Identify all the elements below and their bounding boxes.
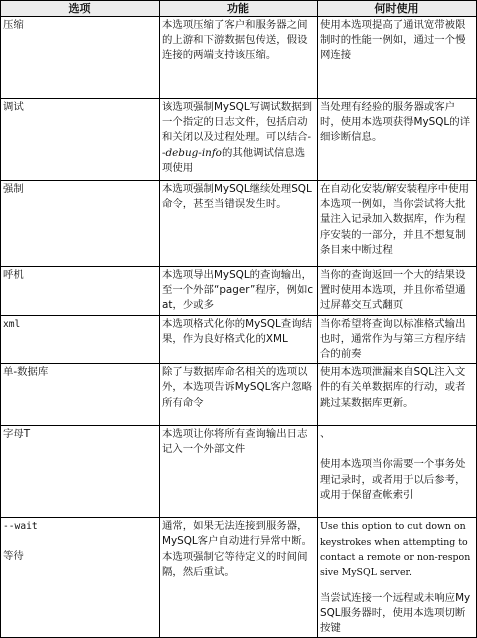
table-row [1, 99, 477, 181]
when-cell: 在自动化安装/解安装程序中使用本选项一例如，当你尝试将大批量注入记录加入数据库，作为程序安装的一部分，并且不想复制条目来中断过程 [318, 181, 477, 267]
function-text: 该选项强制MySQL写调试数据到一个指定的日志文件，包括启动和关闭以及过程处理。可以结合 [162, 101, 312, 144]
when-cell: 使用本选项提高了通讯宽带被限制时的性能一例如，通过一个慢网连接 [318, 17, 477, 99]
table-row [1, 364, 477, 426]
option-cell: 字母T [1, 426, 160, 518]
header-when: 何时使用 [318, 1, 477, 17]
when-cell: 当你希望将查询以标准格式输出也时，通常作为与第三方程序结合的前奏 [318, 315, 477, 364]
when-text-english: Use this option to cut down on keystrokes when attempting to contact a remote or non-responsive MySQL server. [320, 521, 471, 579]
function-cell: 本选项压缩了客户和服务器之间的上游和下游数据包传送，假设连接的两端支持该压缩。 [160, 17, 318, 99]
function-cell: 除了与数据库命名相关的选项以外，本选项告诉MySQL客户忽略所有命令 [160, 364, 318, 426]
option-cell: 呼机 [1, 267, 160, 316]
function-cell: 本选项强制MySQL继续处理SQL命令，甚至当错误发生时。 [160, 181, 318, 267]
table-row [1, 181, 477, 267]
header-function: 功能 [160, 1, 318, 17]
table-row [1, 315, 477, 364]
function-cell: 本选项让你将所有查询输出日志记入一个外部文件 [160, 426, 318, 518]
option-cell: 单-数据库 [1, 364, 160, 426]
header-option: 选项 [1, 1, 160, 17]
when-cell: 当你的查询返回一个大的结果设置时使用本选项，并且你希望通过屏幕交互式翻页 [318, 267, 477, 316]
function-cell: 本选项格式化你的MySQL查询结果，作为良好格式化的XML [160, 315, 318, 364]
when-cell: 当处理有经验的服务器或客户时，使用本选项获得MySQL的详细诊断信息。 [318, 99, 477, 181]
table-row [1, 17, 477, 99]
paragraph-gap [320, 442, 473, 457]
option-flag: --wait [3, 521, 38, 533]
table-header-row [1, 1, 477, 17]
function-cell: 本选项导出MySQL的查询输出，至一个外部“pager”程序，例如cat，少或多 [160, 267, 318, 316]
debug-info-code: --debug-info [162, 131, 311, 159]
function-cell: 通常，如果无法连接到服务器，MySQL客户自动进行异常中断。本选项强制它等待定义的时间间隔，然后重试。 [160, 518, 318, 638]
option-label: 等待 [3, 550, 24, 563]
paragraph-gap [320, 581, 473, 591]
option-cell: xml [1, 315, 160, 364]
when-text-chinese: 当尝试连接一个远程或未响应MySQL服务器时，使用本选项切断按键 [320, 591, 471, 635]
option-cell [1, 518, 160, 638]
option-cell: 强制 [1, 181, 160, 267]
option-cell: 调试 [1, 99, 160, 181]
when-cell [318, 518, 477, 638]
function-text: 的其他调试信息选项使用 [162, 146, 306, 174]
table-row [1, 267, 477, 316]
paragraph-gap [3, 534, 156, 549]
option-cell: 压缩 [1, 17, 160, 99]
when-mark: 、 [320, 428, 331, 441]
table-row [1, 426, 477, 518]
when-cell [318, 426, 477, 518]
when-text: 使用本选项当你需要一个事务处理记录时，或者用于以后参考，或用于保留查帐索引 [320, 458, 466, 501]
when-cell: 使用本选项泄漏来自SQL注入文件的有关单数据库的行动，或者跳过某数据库更新。 [318, 364, 477, 426]
function-cell [160, 99, 318, 181]
table-row [1, 518, 477, 638]
